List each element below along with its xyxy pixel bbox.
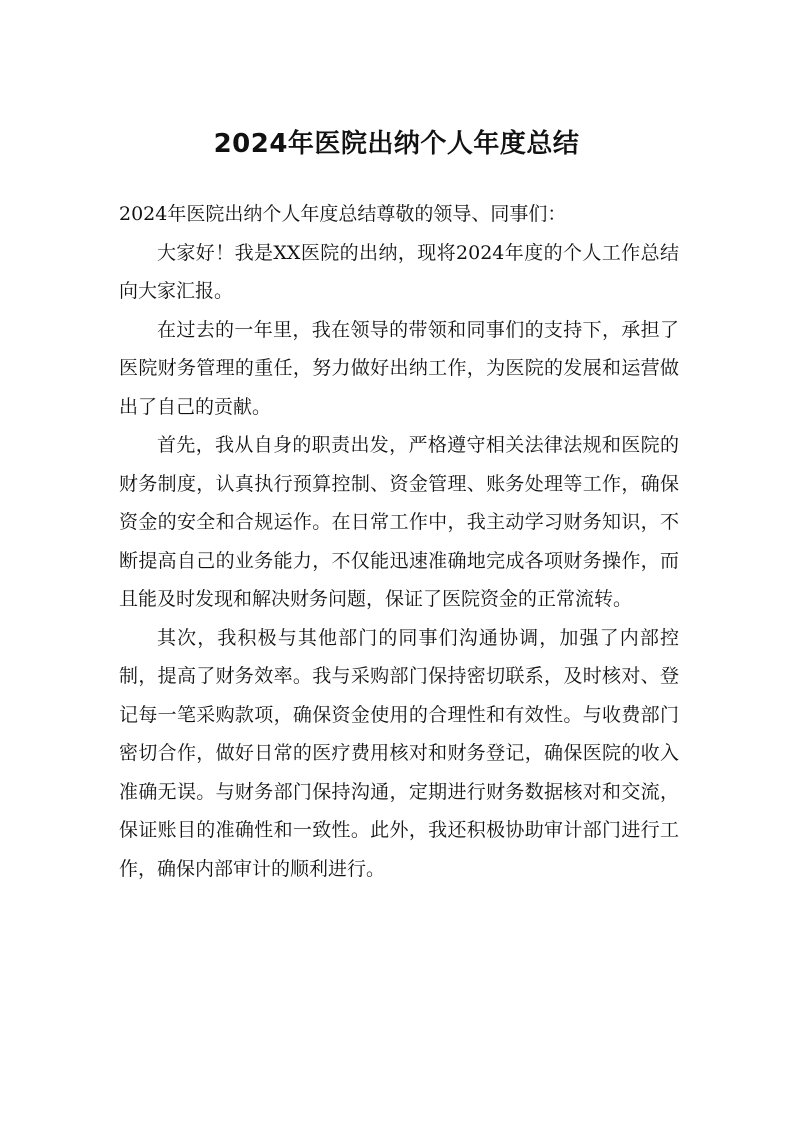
overview-paragraph: 在过去的一年里，我在领导的带领和同事们的支持下，承担了医院财务管理的重任，努力做好出纳工作，为医院的发展和运营做出了自己的贡献。 [119, 318, 679, 418]
duties-paragraph: 首先，我从自身的职责出发，严格遵守相关法律法规和医院的财务制度，认真执行预算控制、资金管理、账务处理等工作，确保资金的安全和合规运作。在日常工作中，我主动学习财务知识，不断提高自己的业务能力，不仅能迅速准确地完成各项财务操作，而且能及时发现和解决财务问题，保证了医院资金的正常流转。 [119, 434, 679, 610]
coordination-paragraph: 其次，我积极与其他部门的同事们沟通协调，加强了内部控制，提高了财务效率。我与采购部门保持密切联系，及时核对、登记每一笔采购款项，确保资金使用的合理性和有效性。与收费部门密切合作，做好日常的医疗费用核对和财务登记，确保医院的收入准确无误。与财务部门保持沟通，定期进行财务数据核对和交流，保证账目的准确性和一致性。此外，我还积极协助审计部门进行工作，确保内部审计的顺利进行。 [119, 626, 679, 880]
document-title: 2024年医院出纳个人年度总结 [213, 129, 580, 159]
greeting-paragraph: 大家好！我是XX医院的出纳，现将2024年度的个人工作总结向大家汇报。 [119, 241, 679, 302]
document-body [119, 195, 679, 888]
salutation-paragraph: 2024年医院出纳个人年度总结尊敬的领导、同事们： [119, 203, 567, 225]
